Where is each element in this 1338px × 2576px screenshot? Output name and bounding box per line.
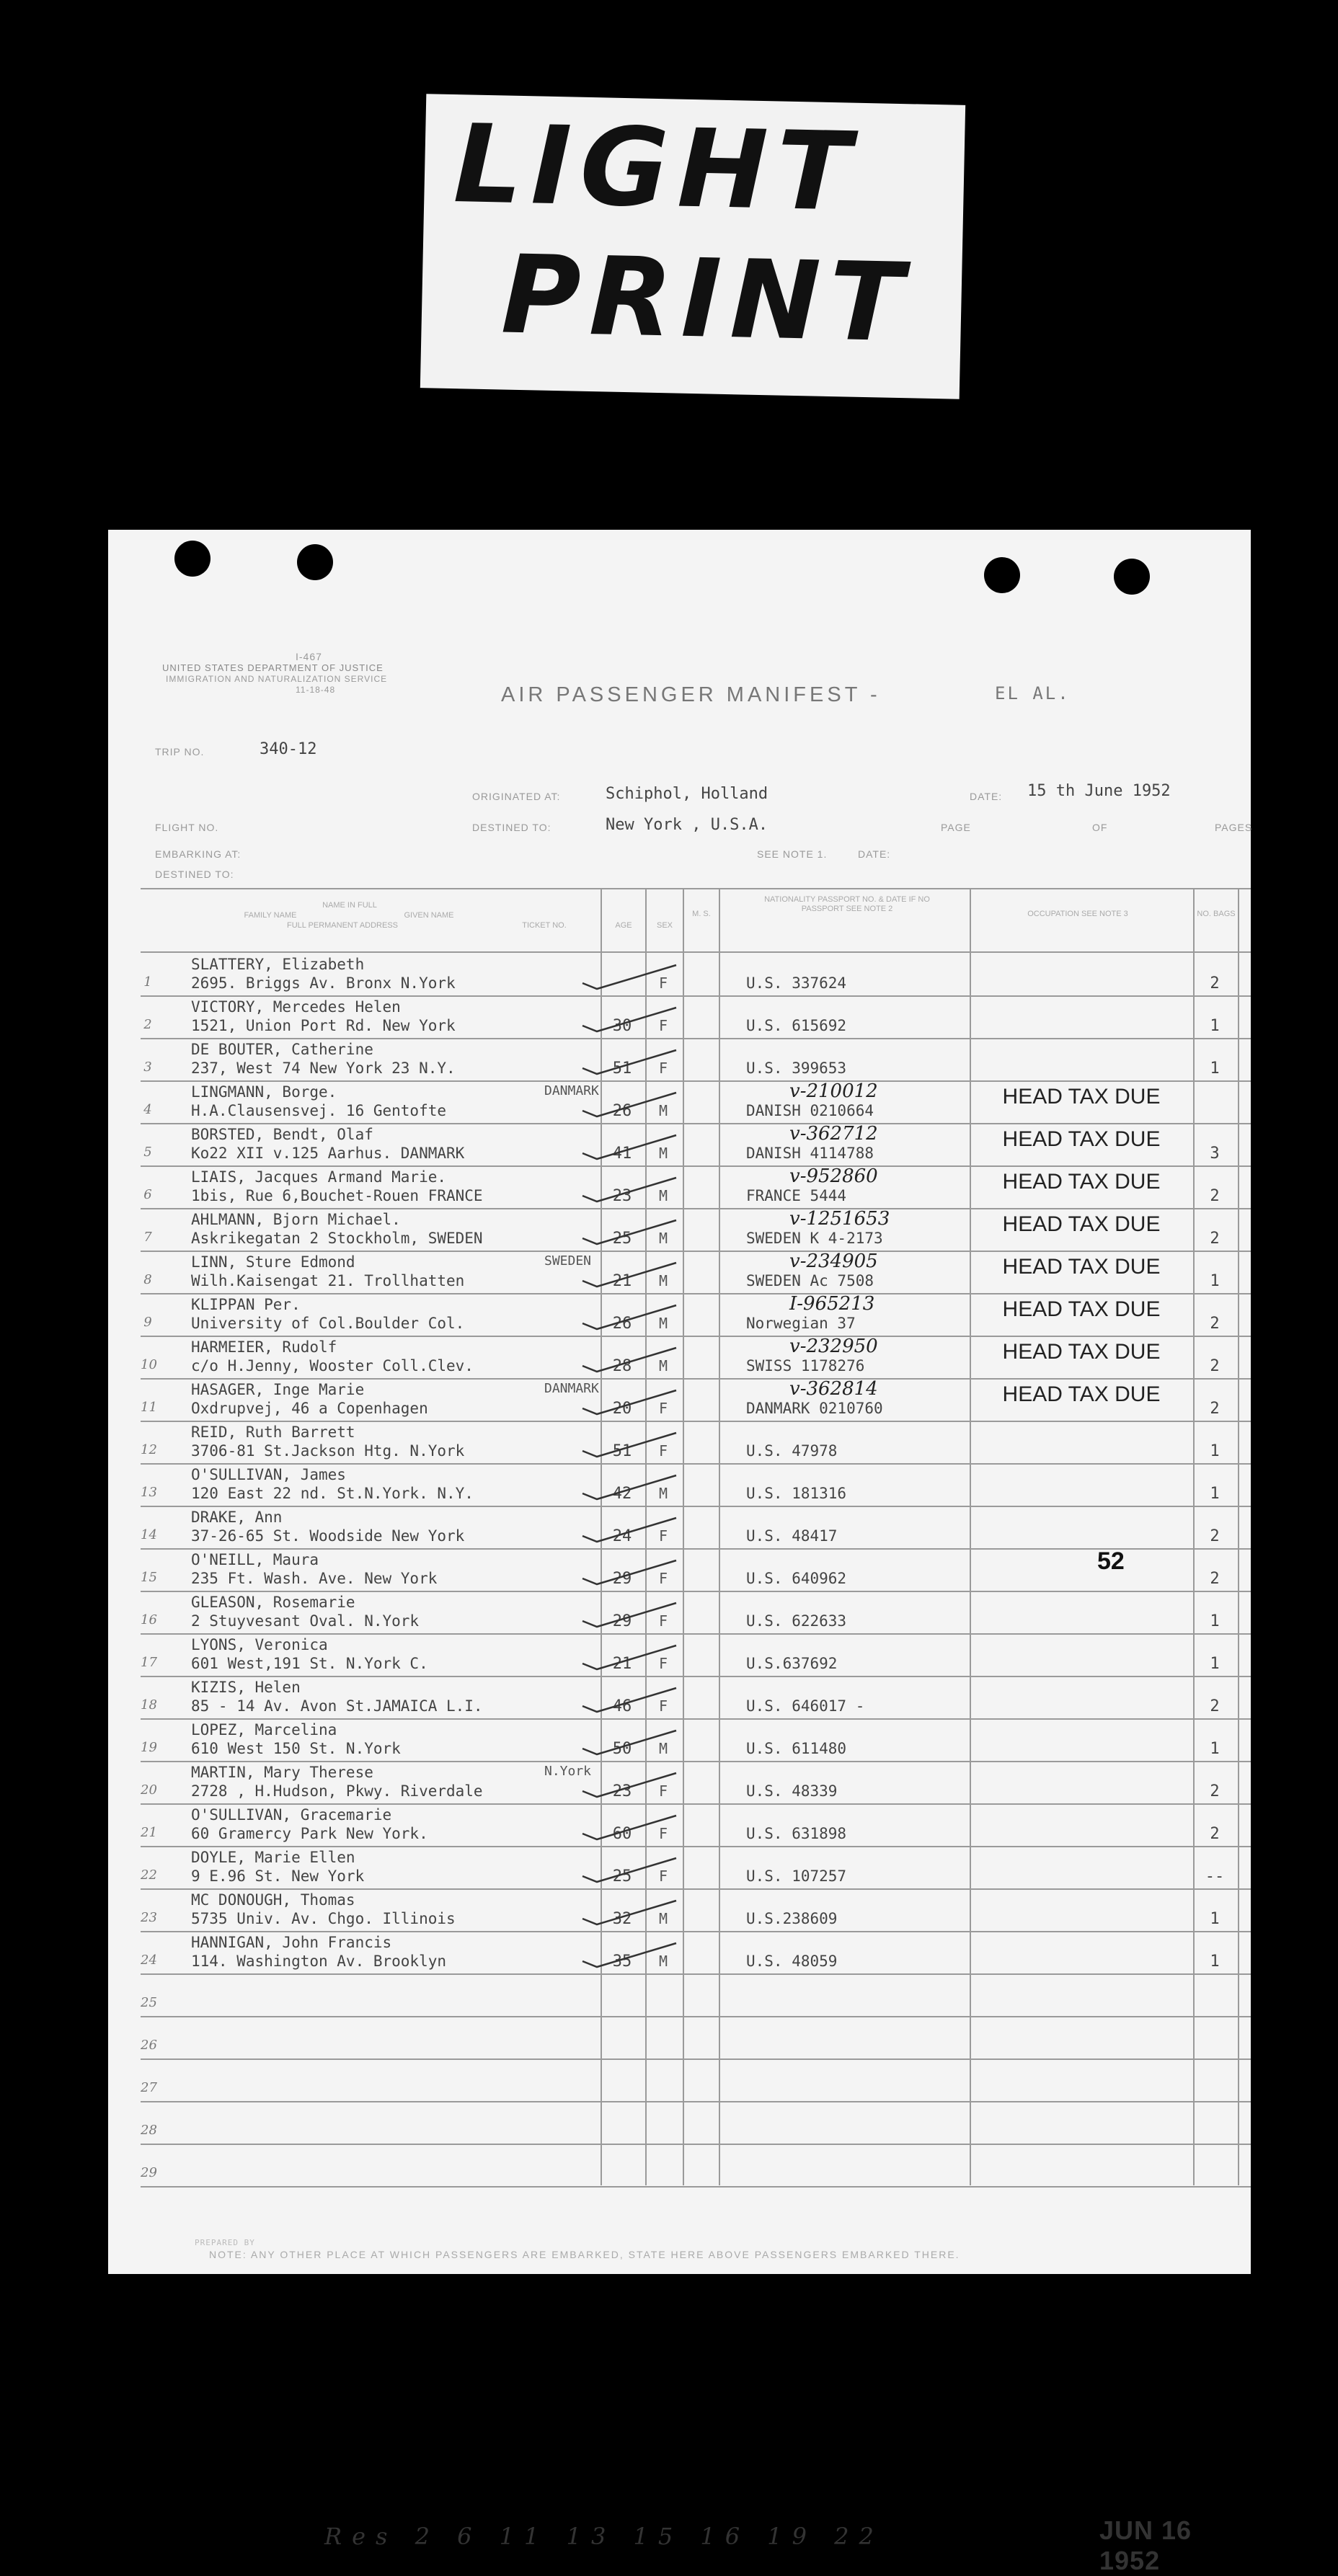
passport-number: U.S. 48059 [746, 1953, 838, 1970]
table-row [141, 1635, 1251, 1677]
address-extra: DANMARK [544, 1381, 599, 1396]
passenger-sex: M [658, 1953, 668, 1970]
address-extra: N.York [544, 1764, 592, 1779]
passenger-address: 601 West,191 St. N.York C. [191, 1655, 428, 1672]
passport-number: SWISS 1178276 [746, 1357, 865, 1374]
check-mark [579, 1727, 680, 1756]
passenger-sex: F [658, 1527, 668, 1545]
passenger-name: LIAIS, Jacques Armand Marie. [191, 1168, 447, 1186]
table-row [141, 2102, 1251, 2145]
handwritten-annotation: v-210012 [789, 1080, 878, 1102]
bag-count: 1 [1210, 1910, 1220, 1928]
passenger-name: KIZIS, Helen [191, 1679, 301, 1696]
destined-value: New York , U.S.A. [606, 816, 768, 834]
passenger-sex: F [658, 1825, 668, 1842]
row-number: 8 [143, 1272, 152, 1287]
row-number: 15 [141, 1570, 157, 1585]
of-label: OF [1092, 822, 1108, 833]
passenger-age: 60 [612, 1825, 632, 1843]
passenger-address: 5735 Univ. Av. Chgo. Illinois [191, 1910, 456, 1927]
table-rule [141, 951, 1251, 953]
passenger-address: 1bis, Rue 6,Bouchet-Rouen FRANCE [191, 1187, 483, 1204]
passport-number: DANMARK 0210760 [746, 1400, 883, 1417]
bag-count: -- [1205, 1867, 1225, 1886]
occupation-stamp: HEAD TAX DUE [1002, 1382, 1161, 1406]
passenger-address: 85 - 14 Av. Avon St.JAMAICA L.I. [191, 1697, 483, 1715]
page-number-stamp: 52 [1097, 1547, 1125, 1575]
table-row [141, 1507, 1251, 1550]
passenger-age: 28 [612, 1357, 632, 1375]
bag-count: 1 [1210, 1953, 1220, 1971]
check-mark [579, 1557, 680, 1586]
passport-number: U.S. 615692 [746, 1017, 847, 1034]
manifest-title: AIR PASSENGER MANIFEST - [501, 683, 881, 706]
passenger-address: Ko22 XII v.125 Aarhus. DANMARK [191, 1145, 465, 1162]
date-stamp: JUN 16 1952 [1099, 2515, 1192, 2575]
row-number: 13 [141, 1485, 157, 1500]
passenger-address: Wilh.Kaisengat 21. Trollhatten [191, 1272, 465, 1289]
passenger-sex: M [658, 1357, 668, 1374]
passenger-age: 32 [612, 1910, 632, 1928]
bag-count: 2 [1210, 1357, 1220, 1375]
bag-count: 2 [1210, 1782, 1220, 1800]
passenger-address: 2695. Briggs Av. Bronx N.York [191, 974, 456, 992]
passport-number: U.S. 47978 [746, 1442, 838, 1460]
passenger-name: LINN, Sture Edmond [191, 1253, 355, 1271]
passenger-age: 46 [612, 1697, 632, 1715]
see-note-1: SEE NOTE 1. [757, 848, 828, 860]
bag-count: 2 [1210, 1527, 1220, 1545]
passenger-sex: F [658, 1697, 668, 1715]
passenger-name: REID, Ruth Barrett [191, 1424, 355, 1441]
punch-hole [174, 541, 211, 577]
check-mark [579, 1047, 680, 1075]
passenger-name: LINGMANN, Borge. [191, 1083, 337, 1101]
handwritten-annotation: v-234905 [789, 1251, 878, 1272]
passenger-age: 41 [612, 1145, 632, 1163]
passenger-address: 120 East 22 nd. St.N.York. N.Y. [191, 1485, 474, 1502]
check-mark [579, 1897, 680, 1926]
table-row [141, 1932, 1251, 1975]
passenger-name: O'SULLIVAN, Gracemarie [191, 1806, 392, 1824]
bag-count: 1 [1210, 1060, 1220, 1078]
passenger-age: 23 [612, 1782, 632, 1800]
passenger-sex: F [658, 1655, 668, 1672]
passenger-age: 42 [612, 1485, 632, 1503]
passport-number: U.S. 337624 [746, 974, 847, 992]
table-row [141, 1805, 1251, 1847]
passenger-sex: M [658, 1272, 668, 1289]
passenger-sex: M [658, 1485, 668, 1502]
check-mark [579, 1940, 680, 1968]
passenger-name: GLEASON, Rosemarie [191, 1594, 355, 1611]
date-value: 15 th June 1952 [1027, 782, 1171, 800]
passenger-sex: M [658, 1230, 668, 1247]
table-row [141, 2017, 1251, 2060]
passenger-sex: F [658, 974, 668, 992]
date-label: DATE: [970, 791, 1003, 802]
passenger-sex: F [658, 1400, 668, 1417]
bag-count: 2 [1210, 1825, 1220, 1843]
destined2-label: DESTINED TO: [155, 869, 234, 880]
passenger-name: HASAGER, Inge Marie [191, 1381, 365, 1398]
occupation-stamp: HEAD TAX DUE [1002, 1212, 1161, 1236]
passport-number: U.S. 611480 [746, 1740, 847, 1757]
passport-number: U.S. 646017 - [746, 1697, 865, 1715]
table-row [141, 1039, 1251, 1082]
passenger-address: Oxdrupvej, 46 a Copenhagen [191, 1400, 428, 1417]
row-number: 22 [141, 1867, 157, 1883]
punch-hole [1114, 559, 1150, 595]
airline-name: EL AL. [995, 683, 1071, 703]
punch-hole [297, 544, 333, 580]
check-mark [579, 1472, 680, 1501]
card-line-1: LIGHT [452, 102, 861, 236]
occupation-stamp: HEAD TAX DUE [1002, 1170, 1161, 1194]
row-number: 11 [141, 1400, 157, 1415]
passport-number: SWEDEN Ac 7508 [746, 1272, 874, 1289]
footer-note: NOTE: ANY OTHER PLACE AT WHICH PASSENGERS ARE EMBARKED, STATE HERE ABOVE PASSENGERS EMBARKED THERE. [209, 2249, 960, 2260]
col-ms: M. S. [692, 910, 711, 918]
bag-count: 2 [1210, 1400, 1220, 1418]
table-row [141, 2145, 1251, 2188]
flight-no-label: FLIGHT NO. [155, 822, 219, 833]
check-mark [579, 1004, 680, 1033]
bag-count: 1 [1210, 1272, 1220, 1290]
originated-label: ORIGINATED AT: [472, 791, 561, 802]
passport-number: Norwegian 37 [746, 1315, 856, 1332]
date2-label: DATE: [858, 848, 891, 860]
trip-no: 340-12 [260, 740, 317, 758]
passenger-age: 25 [612, 1867, 632, 1886]
row-number: 24 [141, 1953, 157, 1968]
row-number: 12 [141, 1442, 157, 1457]
passenger-name: MC DONOUGH, Thomas [191, 1891, 355, 1909]
passenger-age: 24 [612, 1527, 632, 1545]
passenger-address: 2728 , H.Hudson, Pkwy. Riverdale [191, 1782, 483, 1800]
trip-no-label: TRIP NO. [155, 746, 205, 758]
bag-count: 1 [1210, 1740, 1220, 1758]
passenger-name: DOYLE, Marie Ellen [191, 1849, 355, 1866]
bag-count: 1 [1210, 1612, 1220, 1630]
passenger-age: 23 [612, 1187, 632, 1205]
row-number: 1 [143, 974, 152, 990]
col-bags: NO. BAGS [1197, 910, 1236, 918]
bag-count: 2 [1210, 1570, 1220, 1588]
passport-number: DANISH 4114788 [746, 1145, 874, 1162]
passenger-address: 1521, Union Port Rd. New York [191, 1017, 456, 1034]
table-row [141, 1082, 1251, 1124]
passenger-sex: M [658, 1910, 668, 1927]
check-mark [579, 1429, 680, 1458]
row-number: 21 [141, 1825, 157, 1840]
col-occupation: OCCUPATION SEE NOTE 3 [1027, 910, 1128, 918]
occupation-stamp: HEAD TAX DUE [1002, 1127, 1161, 1151]
passport-number: U.S. 107257 [746, 1867, 847, 1885]
pages-label: PAGES [1215, 822, 1253, 833]
passenger-address: University of Col.Boulder Col. [191, 1315, 465, 1332]
row-number: 26 [141, 2038, 157, 2053]
passenger-age: 21 [612, 1655, 632, 1673]
agency-line-3: 11-18-48 [296, 685, 336, 695]
punch-hole [984, 557, 1020, 593]
row-number: 17 [141, 1655, 157, 1670]
handwritten-annotation: v-232950 [789, 1336, 878, 1357]
row-number: 18 [141, 1697, 157, 1713]
row-number: 10 [141, 1357, 157, 1372]
table-row [141, 1847, 1251, 1890]
bag-count: 2 [1210, 1315, 1220, 1333]
table-row [141, 1294, 1251, 1337]
bag-count: 2 [1210, 1187, 1220, 1205]
check-mark [579, 1132, 680, 1160]
passenger-sex: M [658, 1740, 668, 1757]
passport-number: SWEDEN K 4-2173 [746, 1230, 883, 1247]
passenger-address: 610 West 150 St. N.York [191, 1740, 401, 1757]
check-mark [579, 1174, 680, 1203]
row-number: 29 [141, 2165, 157, 2180]
passenger-age: 29 [612, 1570, 632, 1588]
table-row [141, 2060, 1251, 2102]
row-number: 14 [141, 1527, 157, 1542]
passenger-sex: F [658, 1570, 668, 1587]
row-number: 20 [141, 1782, 157, 1798]
passenger-address: Askrikegatan 2 Stockholm, SWEDEN [191, 1230, 483, 1247]
passenger-age: 50 [612, 1740, 632, 1758]
passenger-sex: F [658, 1612, 668, 1630]
col-nationality: NATIONALITY PASSPORT NO. & DATE IF NO PASSPORT SEE NOTE 2 [764, 895, 930, 913]
handwritten-annotation: v-362712 [789, 1123, 878, 1145]
col-ticket: TICKET NO. [522, 921, 567, 930]
passenger-age: 20 [612, 1400, 632, 1418]
passenger-name: HANNIGAN, John Francis [191, 1934, 392, 1951]
passenger-age: 25 [612, 1230, 632, 1248]
check-mark [579, 961, 680, 990]
address-extra: SWEDEN [544, 1253, 592, 1269]
passenger-age: 35 [612, 1953, 632, 1971]
passenger-name: DE BOUTER, Catherine [191, 1041, 373, 1058]
table-row [141, 1890, 1251, 1932]
passenger-age: 51 [612, 1442, 632, 1460]
bag-count: 1 [1210, 1442, 1220, 1460]
row-number: 5 [143, 1145, 152, 1160]
passenger-address: 2 Stuyvesant Oval. N.York [191, 1612, 420, 1630]
passenger-age: 26 [612, 1102, 632, 1120]
form-number: I-467 [296, 651, 322, 662]
col-name-in-full: NAME IN FULL [322, 901, 377, 910]
row-number: 23 [141, 1910, 157, 1925]
table-row [141, 1762, 1251, 1805]
passport-number: DANISH 0210664 [746, 1102, 874, 1119]
table-row [141, 954, 1251, 997]
passenger-sex: F [658, 1442, 668, 1460]
passport-number: U.S. 48339 [746, 1782, 838, 1800]
table-row [141, 1592, 1251, 1635]
agency-line-1: UNITED STATES DEPARTMENT OF JUSTICE [162, 662, 384, 673]
passenger-address: H.A.Clausensvej. 16 Gentofte [191, 1102, 447, 1119]
passenger-name: LOPEZ, Marcelina [191, 1721, 337, 1738]
passenger-address: 37-26-65 St. Woodside New York [191, 1527, 465, 1545]
passenger-sex: F [658, 1017, 668, 1034]
check-mark [579, 1855, 680, 1883]
bag-count: 1 [1210, 1017, 1220, 1035]
prepared-by: PREPARED BY [195, 2238, 255, 2247]
passenger-sex: F [658, 1867, 668, 1885]
table-row [141, 1422, 1251, 1465]
passenger-name: HARMEIER, Rudolf [191, 1338, 337, 1356]
col-given-name: GIVEN NAME [404, 911, 454, 920]
table-row [141, 1677, 1251, 1720]
check-mark [579, 1259, 680, 1288]
passenger-age: 26 [612, 1315, 632, 1333]
page-label: PAGE [941, 822, 971, 833]
handwritten-res-note: Res 2 6 11 13 15 16 19 22 [324, 2523, 884, 2550]
row-number: 6 [143, 1187, 152, 1202]
originated-value: Schiphol, Holland [606, 785, 768, 803]
passenger-name: BORSTED, Bendt, Olaf [191, 1126, 373, 1143]
check-mark [579, 1217, 680, 1245]
passenger-sex: M [658, 1102, 668, 1119]
passenger-address: 235 Ft. Wash. Ave. New York [191, 1570, 438, 1587]
passenger-address: 60 Gramercy Park New York. [191, 1825, 428, 1842]
passenger-name: SLATTERY, Elizabeth [191, 956, 365, 973]
table-row [141, 1720, 1251, 1762]
table-row [141, 1550, 1251, 1592]
passenger-name: O'SULLIVAN, James [191, 1466, 346, 1483]
check-mark [579, 1302, 680, 1331]
check-mark [579, 1684, 680, 1713]
passport-number: U.S. 640962 [746, 1570, 847, 1587]
passport-number: U.S.238609 [746, 1910, 838, 1927]
check-mark [579, 1599, 680, 1628]
table-row [141, 1167, 1251, 1209]
row-number: 3 [143, 1060, 152, 1075]
row-number: 28 [141, 2123, 157, 2138]
col-address: FULL PERMANENT ADDRESS [286, 921, 399, 930]
bag-count: 3 [1210, 1145, 1220, 1163]
occupation-stamp: HEAD TAX DUE [1002, 1297, 1161, 1321]
agency-line-2: IMMIGRATION AND NATURALIZATION SERVICE [166, 674, 388, 684]
passport-number: U.S. 48417 [746, 1527, 838, 1545]
passenger-sex: F [658, 1060, 668, 1077]
handwritten-annotation: I-965213 [789, 1293, 875, 1315]
light-print-card [420, 94, 965, 399]
row-number: 2 [143, 1017, 152, 1032]
row-number: 27 [141, 2080, 157, 2095]
row-number: 7 [143, 1230, 152, 1245]
bag-count: 1 [1210, 1655, 1220, 1673]
handwritten-annotation: v-1251653 [789, 1208, 890, 1230]
table-row [141, 1465, 1251, 1507]
row-number: 4 [143, 1102, 152, 1117]
table-row [141, 1209, 1251, 1252]
bag-count: 1 [1210, 1485, 1220, 1503]
destined-label: DESTINED TO: [472, 822, 551, 833]
passenger-age: 21 [612, 1272, 632, 1290]
passenger-address: c/o H.Jenny, Wooster Coll.Clev. [191, 1357, 474, 1374]
check-mark [579, 1387, 680, 1416]
table-row [141, 1975, 1251, 2017]
check-mark [579, 1344, 680, 1373]
passenger-sex: F [658, 1782, 668, 1800]
passenger-name: MARTIN, Mary Therese [191, 1764, 373, 1781]
passenger-name: AHLMANN, Bjorn Michael. [191, 1211, 401, 1228]
row-number: 9 [143, 1315, 152, 1330]
bag-count: 2 [1210, 974, 1220, 992]
passenger-address: 9 E.96 St. New York [191, 1867, 365, 1885]
occupation-stamp: HEAD TAX DUE [1002, 1085, 1161, 1109]
passenger-age: 29 [612, 1612, 632, 1630]
bag-count: 2 [1210, 1230, 1220, 1248]
address-extra: DANMARK [544, 1083, 599, 1098]
check-mark [579, 1514, 680, 1543]
passport-number: FRANCE 5444 [746, 1187, 847, 1204]
passport-number: U.S. 622633 [746, 1612, 847, 1630]
passenger-address: 237, West 74 New York 23 N.Y. [191, 1060, 456, 1077]
manifest-page [108, 530, 1253, 2575]
table-row [141, 997, 1251, 1039]
passenger-name: VICTORY, Mercedes Helen [191, 998, 401, 1016]
passenger-age: 51 [612, 1060, 632, 1078]
occupation-stamp: HEAD TAX DUE [1002, 1255, 1161, 1279]
passenger-name: O'NEILL, Maura [191, 1551, 319, 1568]
passenger-sex: M [658, 1315, 668, 1332]
occupation-stamp: HEAD TAX DUE [1002, 1340, 1161, 1364]
passport-number: U.S.637692 [746, 1655, 838, 1672]
passenger-name: DRAKE, Ann [191, 1509, 283, 1526]
card-line-2: PRINT [500, 232, 913, 367]
table-rule [141, 888, 1251, 889]
row-number: 16 [141, 1612, 157, 1627]
table-row [141, 1337, 1251, 1380]
row-number: 25 [141, 1995, 157, 2010]
passenger-sex: M [658, 1145, 668, 1162]
col-sex: SEX [656, 921, 673, 930]
passenger-name: LYONS, Veronica [191, 1636, 328, 1653]
passport-number: U.S. 181316 [746, 1485, 847, 1502]
col-family-name: FAMILY NAME [244, 911, 297, 920]
manifest-table [141, 888, 1251, 2221]
handwritten-annotation: v-952860 [789, 1165, 878, 1187]
passport-number: U.S. 399653 [746, 1060, 847, 1077]
passport-number: U.S. 631898 [746, 1825, 847, 1842]
check-mark [579, 1089, 680, 1118]
check-mark [579, 1769, 680, 1798]
embarking-label: EMBARKING AT: [155, 848, 242, 860]
check-mark [579, 1812, 680, 1841]
table-row [141, 1252, 1251, 1294]
bag-count: 2 [1210, 1697, 1220, 1715]
check-mark [579, 1642, 680, 1671]
row-number: 19 [141, 1740, 157, 1755]
passenger-sex: M [658, 1187, 668, 1204]
passenger-address: 3706-81 St.Jackson Htg. N.York [191, 1442, 465, 1460]
passenger-address: 114. Washington Av. Brooklyn [191, 1953, 447, 1970]
col-age: AGE [615, 921, 632, 930]
passenger-age: 30 [612, 1017, 632, 1035]
table-row [141, 1380, 1251, 1422]
handwritten-annotation: v-362814 [789, 1378, 878, 1400]
table-row [141, 1124, 1251, 1167]
row-rule [141, 2186, 1251, 2188]
passenger-name: KLIPPAN Per. [191, 1296, 301, 1313]
